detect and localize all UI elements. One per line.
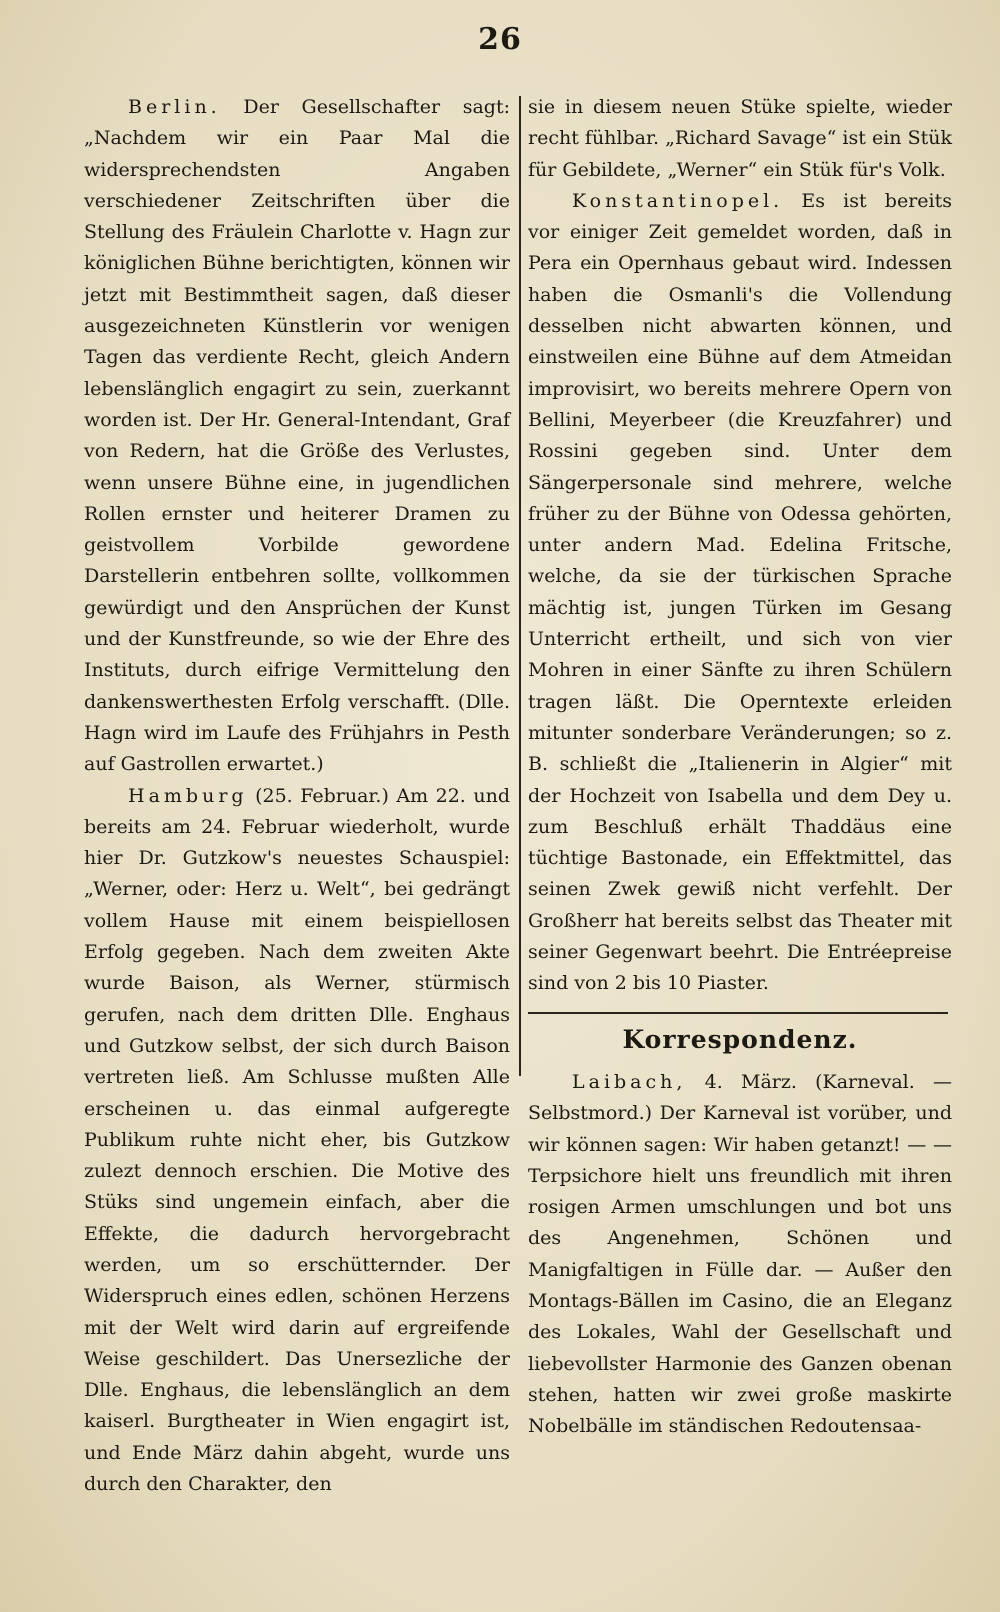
article-berlin [84,92,510,781]
article-hamburg [84,781,510,1501]
column-divider [519,96,521,1076]
article-body: (25. Februar.) Am 22. und bereits am 24. Februar wiederholt, wurde hier Dr. Gutzkow's neuestes Schauspiel: „Werner, oder: Herz u. Welt“, bei gedrängt vollem Hause mit einem beispiellosen Erfolg gegeben. Nach dem zweiten Akte wurde Baison, als Werner, stürmisch gerufen, nach dem dritten Dlle. Enghaus und Gutzkow selbst, der sich durch Baison vertreten ließ. Am Schlusse mußten Alle erscheinen u. das einmal aufgeregte Publikum ruhte nicht eher, bis Gutzkow zulezt dennoch erschien. Die Motive des Stüks sind ungemein einfach, aber die Effekte, die dadurch hervorgebracht werden, um so erschütternder. Der Widerspruch eines edlen, schönen Herzens mit der Welt wird darin auf ergreifende Weise geschildert. Das Unersezliche der Dlle. Enghaus, die lebenslänglich an dem kaiserl. Burgtheater in Wien engagirt ist, und Ende März dahin abgeht, wurde uns durch den Charakter, den [84,784,510,1496]
article-dateline: Laibach, [572,1070,687,1093]
article-body: 4. März. (Karneval. — Selbstmord.) Der Karneval ist vorüber, und wir können sagen: Wir haben getanzt! — — Terpsichore hielt uns freundlich mit ihren rosigen Armen umschlungen und bot uns des Angenehmen, Schönen und Manigfaltigen in Fülle dar. — Außer den Montags-Bällen im Casino, die an Eleganz des Lokales, Wahl der Gesellschaft und liebevollster Harmonie des Ganzen obenan stehen, hatten wir zwei große maskirte Nobelbälle im ständischen Redoutensaa- [528,1070,952,1438]
section-rule [528,1012,948,1014]
article-body: sie in diesem neuen Stüke spielte, wieder recht fühlbar. „Richard Savage“ ist ein Stük für Gebildete, „Werner“ ein Stük für's Volk. [528,96,952,181]
article-konstantinopel [528,186,952,1000]
section-heading: Korrespondenz. [622,1024,858,1054]
article-dateline: Berlin. [128,96,221,118]
article-dateline: Konstantinopel. [572,189,784,212]
article-continuation [528,92,952,186]
article-body: Es ist bereits vor einiger Zeit gemeldet worden, daß in Pera ein Opernhaus gebaut wird. Indessen haben die Osmanli's die Vollendung desselben nicht abwarten können, und einstweilen eine Bühne auf dem Atmeidan improvisirt, wo bereits mehrere Opern von Bellini, Meyerbeer (die Kreuzfahrer) und Rossini gegeben sind. Unter dem Sängerpersonale sind mehrere, welche früher zu der Bühne von Odessa gehörten, unter andern Mad. Edelina Fritsche, welche, da sie der türkischen Sprache mächtig ist, jungen Türken im Gesang Unterricht ertheilt, und sich von vier Mohren in einer Sänfte zu ihren Schülern tragen läßt. Die Operntexte erleiden mitunter sonderbare Veränderungen; so z. B. schließt die „Italienerin in Algier“ mit der Hochzeit von Isabella und dem Dey u. zum Beschluß erhält Thaddäus eine tüchtige Bastonade, ein Effektmittel, das seinen Zwek gewiß nicht verfehlt. Der Großherr hat bereits selbst das Theater mit seiner Gegenwart beehrt. Die Entréepreise sind von 2 bis 10 Piaster. [528,189,953,995]
left-column [84,92,510,1500]
article-laibach [528,1067,952,1443]
page-number: 26 [478,22,522,57]
right-column [528,92,952,1442]
article-body: Der Gesellschafter sagt: „Nachdem wir ein Paar Mal die widersprechendsten Angaben verschiedener Zeitschriften über die Stellung des Fräulein Charlotte v. Hagn zur königlichen Bühne berichtigten, können wir jetzt mit Bestimmtheit sagen, daß dieser ausgezeichneten Künstlerin vor wenigen Tagen das verdiente Recht, gleich Andern lebenslänglich engagirt zu sein, zuerkannt worden ist. Der Hr. General-Intendant, Graf von Redern, hat die Größe des Verlustes, wenn unsere Bühne eine, in jugendlichen Rollen ernster und heiterer Dramen zu geistvollem Vorbilde gewordene Darstellerin entbehren sollte, vollkommen gewürdigt und den Ansprüchen der Kunst und der Kunstfreunde, so wie der Ehre des Instituts, durch eifrige Vermittelung den dankenswerthesten Erfolg verschafft. (Dlle. Hagn wird im Laufe des Frühjahrs in Pesth auf Gastrollen erwartet.) [84,96,510,776]
article-dateline: Hamburg [128,784,248,807]
